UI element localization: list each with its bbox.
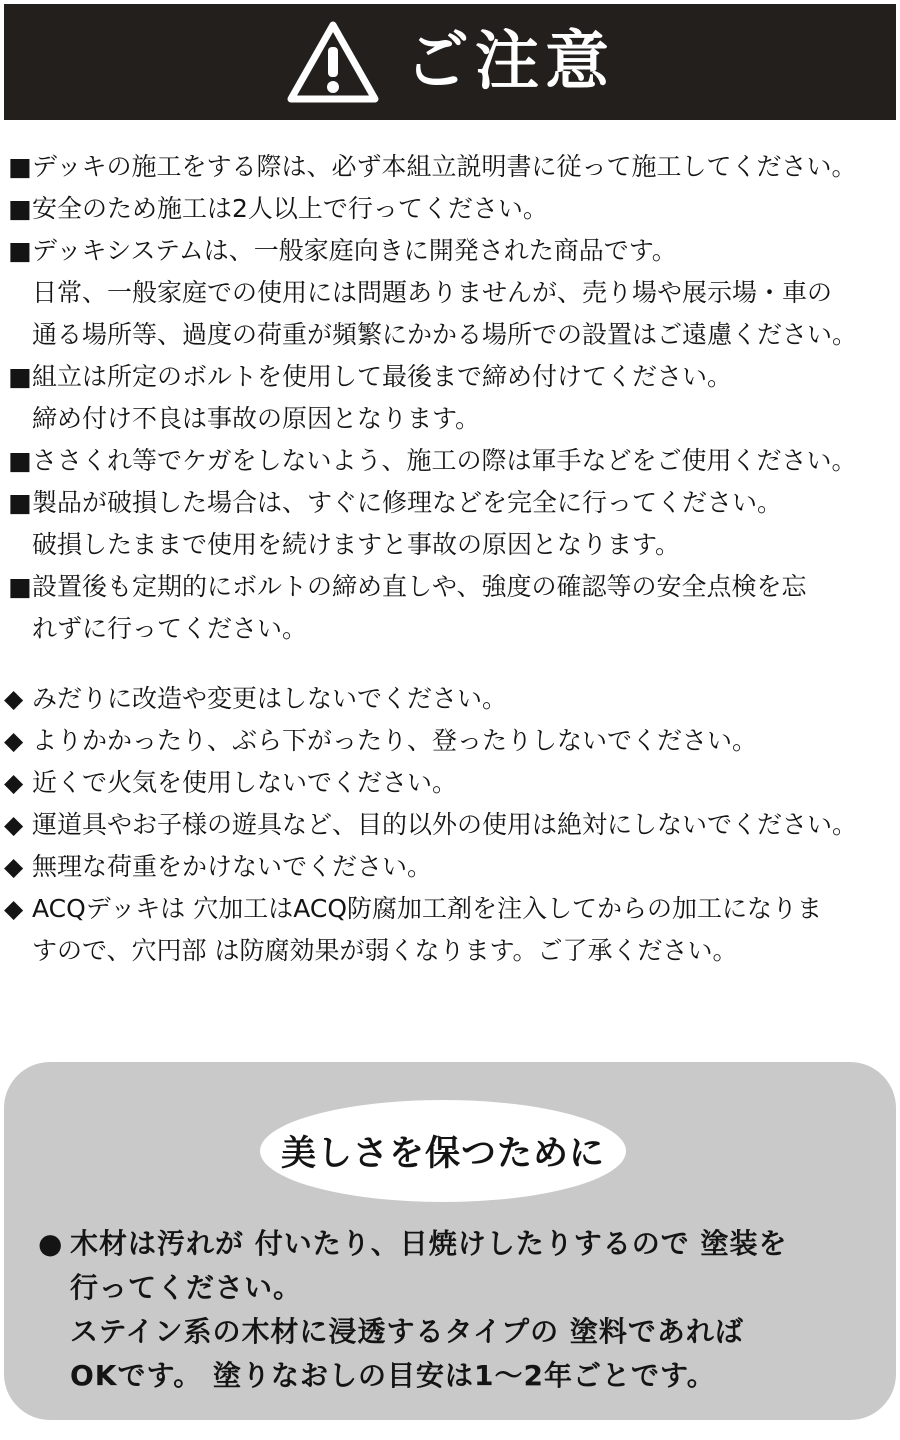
rule-item xyxy=(8,146,892,188)
rule-text: れずに行ってください。 xyxy=(32,614,308,643)
rule-item xyxy=(8,566,892,650)
care-tips-panel xyxy=(4,1062,896,1420)
caution-list xyxy=(4,678,894,972)
caution-item xyxy=(4,846,894,888)
square-bullet-icon: ■ xyxy=(8,194,32,223)
caution-text: よりかかったり、ぶら下がったり、登ったりしないでください。 xyxy=(32,726,758,755)
care-text-line: OKです。 塗りなおしの目安は1～2年ごとです。 xyxy=(70,1359,716,1392)
rule-text: デッキシステムは、一般家庭向きに開発された商品です。 xyxy=(32,236,677,265)
diamond-bullet-icon: ◆ xyxy=(4,768,24,797)
caution-item xyxy=(4,762,894,804)
caution-item xyxy=(4,678,894,720)
warning-triangle-icon xyxy=(285,19,381,105)
caution-item xyxy=(4,888,894,972)
rule-text: 締め付け不良は事故の原因となります。 xyxy=(32,404,481,433)
diamond-bullet-icon: ◆ xyxy=(4,852,24,881)
square-bullet-icon: ■ xyxy=(8,362,32,391)
rule-text: 破損したままで使用を続けますと事故の原因となります。 xyxy=(32,530,681,559)
caution-text: 運道具やお子様の遊具など、目的以外の使用は絶対にしないでください。 xyxy=(32,810,858,839)
caution-text: ACQデッキは 穴加工はACQ防腐加工剤を注入してからの加工になりま xyxy=(32,894,823,923)
caution-header-content xyxy=(285,19,615,105)
rule-text: 製品が破損した場合は、すぐに修理などを完全に行ってください。 xyxy=(32,488,783,517)
square-bullet-icon: ■ xyxy=(8,152,32,181)
care-text-line: 行ってください。 xyxy=(70,1271,303,1304)
caution-text: 近くで火気を使用しないでください。 xyxy=(32,768,458,797)
caution-item xyxy=(4,720,894,762)
rule-item xyxy=(8,440,892,482)
square-bullet-icon: ■ xyxy=(8,572,32,601)
rule-text: デッキの施工をする際は、必ず本組立説明書に従って施工してください。 xyxy=(32,152,857,181)
diamond-bullet-icon: ◆ xyxy=(4,894,24,923)
rule-item xyxy=(8,482,892,566)
square-bullet-icon: ■ xyxy=(8,488,32,517)
caution-text: 無理な荷重をかけないでください。 xyxy=(32,852,433,881)
care-text-block xyxy=(38,1222,878,1398)
care-text-line: ステイン系の木材に浸透するタイプの 塗料であれば xyxy=(70,1315,744,1348)
diamond-bullet-icon: ◆ xyxy=(4,810,24,839)
caution-text: みだりに改造や変更はしないでください。 xyxy=(32,684,508,713)
rule-text: 安全のため施工は2人以上で行ってください。 xyxy=(32,194,548,223)
square-bullet-icon: ■ xyxy=(8,236,32,265)
diamond-bullet-icon: ◆ xyxy=(4,684,24,713)
rule-item xyxy=(8,230,892,356)
caution-text: すので、穴円部 は防腐効果が弱くなります。ご了承ください。 xyxy=(32,936,738,965)
diamond-bullet-icon: ◆ xyxy=(4,726,24,755)
care-text-line xyxy=(38,1222,878,1266)
caution-item xyxy=(4,804,894,846)
care-title-badge xyxy=(260,1100,626,1202)
safety-rules-list xyxy=(8,146,892,650)
square-bullet-icon: ■ xyxy=(8,446,32,475)
rule-text: 組立は所定のボルトを使用して最後まで締め付けてください。 xyxy=(32,362,733,391)
page-title: ご注意 xyxy=(405,25,615,99)
care-title: 美しさを保つために xyxy=(280,1134,605,1174)
rule-text: 設置後も定期的にボルトの締め直しや、強度の確認等の安全点検を忘 xyxy=(32,572,807,601)
circle-bullet-icon: ● xyxy=(38,1227,64,1260)
caution-header xyxy=(4,4,896,120)
rule-text: 日常、一般家庭での使用には問題ありませんが、売り場や展示場・車の xyxy=(32,278,833,307)
care-text: 木材は汚れが 付いたり、日焼けしたりするので 塗装を xyxy=(70,1227,788,1260)
rule-item xyxy=(8,188,892,230)
rule-item xyxy=(8,356,892,440)
rule-text: 通る場所等、過度の荷重が頻繁にかかる場所での設置はご遠慮ください。 xyxy=(32,320,858,349)
rule-text: ささくれ等でケガをしないよう、施工の際は軍手などをご使用ください。 xyxy=(32,446,857,475)
